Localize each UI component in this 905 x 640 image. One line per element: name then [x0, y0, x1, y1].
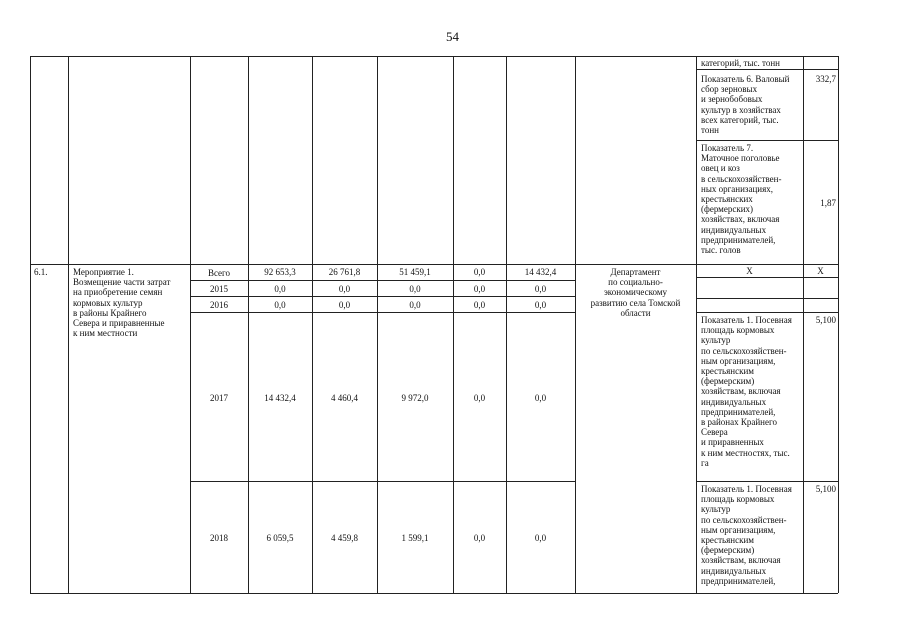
- value-cell: 92 653,3: [264, 267, 296, 277]
- value-cell: 0,0: [473, 300, 486, 310]
- year-cell: Всего: [207, 268, 231, 278]
- value-cell: 0,0: [274, 300, 286, 310]
- indicator-7-text: Показатель 7. Маточное поголовье овец и коз в сельскохозяйствен- ных организациях, крестьянских (фермерских) хозяйствах, включая индивидуальных предпринимателей, тыс. голов: [701, 143, 782, 256]
- value-cell: 0,0: [409, 300, 421, 310]
- value-cell: 0,0: [338, 284, 351, 294]
- indicator-cell: X: [746, 266, 753, 276]
- executor: Департамент по социально- экономическому развитию села Томской области: [590, 267, 681, 318]
- indicator-cell: Показатель 1. Посевная площадь кормовых культур по сельскохозяйствен- ным организациям, крестьянским (фермерским) хозяйствам, включая индивидуальных предпринимателей,: [701, 484, 792, 586]
- measure-name: Мероприятие 1. Возмещение части затрат на приобретение семян кормовых культур в районы Крайнего Севера и приравненные к ним местности: [73, 267, 171, 339]
- indicator-7-value: 1,87: [820, 198, 836, 208]
- value-cell: 9 972,0: [401, 393, 429, 403]
- value-cell: 0,0: [473, 533, 486, 543]
- indicator-value: X: [817, 266, 824, 276]
- value-cell: 0,0: [473, 393, 486, 403]
- value-cell: 0,0: [409, 284, 421, 294]
- value-cell: 0,0: [534, 393, 547, 403]
- value-cell: 14 432,4: [264, 393, 296, 403]
- value-cell: 0,0: [534, 533, 547, 543]
- value-cell: 0,0: [473, 284, 486, 294]
- year-cell: 2018: [210, 533, 228, 543]
- value-cell: 0,0: [534, 300, 547, 310]
- indicator-value: 5,100: [815, 484, 836, 494]
- year-cell: 2015: [210, 284, 228, 294]
- measure-number: 6.1.: [34, 267, 48, 277]
- value-cell: 0,0: [274, 284, 286, 294]
- value-cell: 26 761,8: [328, 267, 361, 277]
- value-cell: 1 599,1: [401, 533, 429, 543]
- value-cell: 0,0: [338, 300, 351, 310]
- value-cell: 6 059,5: [266, 533, 294, 543]
- indicator-6-value: 332,7: [815, 74, 836, 84]
- year-cell: 2016: [210, 300, 228, 310]
- value-cell: 4 460,4: [331, 393, 358, 403]
- continued-indicator-text: категорий, тыс. тонн: [701, 58, 780, 68]
- value-cell: 51 459,1: [399, 267, 431, 277]
- page-number: 54: [446, 29, 459, 44]
- indicator-6-text: Показатель 6. Валовый сбор зерновых и зернобобовых культур в хозяйствах всех категорий, тыс. тонн: [701, 74, 790, 136]
- indicator-value: 5,100: [815, 315, 836, 325]
- value-cell: 4 459,8: [331, 533, 358, 543]
- year-cell: 2017: [210, 393, 228, 403]
- indicator-cell: Показатель 1. Посевная площадь кормовых культур по сельскохозяйствен- ным организациям, крестьянским (фермерским) хозяйствам, включая индивидуальных предпринимателей, в районах Крайнего Севера и приравненных к ним местностях, тыс. га: [701, 315, 792, 468]
- value-cell: 0,0: [473, 267, 486, 277]
- value-cell: 14 432,4: [524, 267, 557, 277]
- value-cell: 0,0: [534, 284, 547, 294]
